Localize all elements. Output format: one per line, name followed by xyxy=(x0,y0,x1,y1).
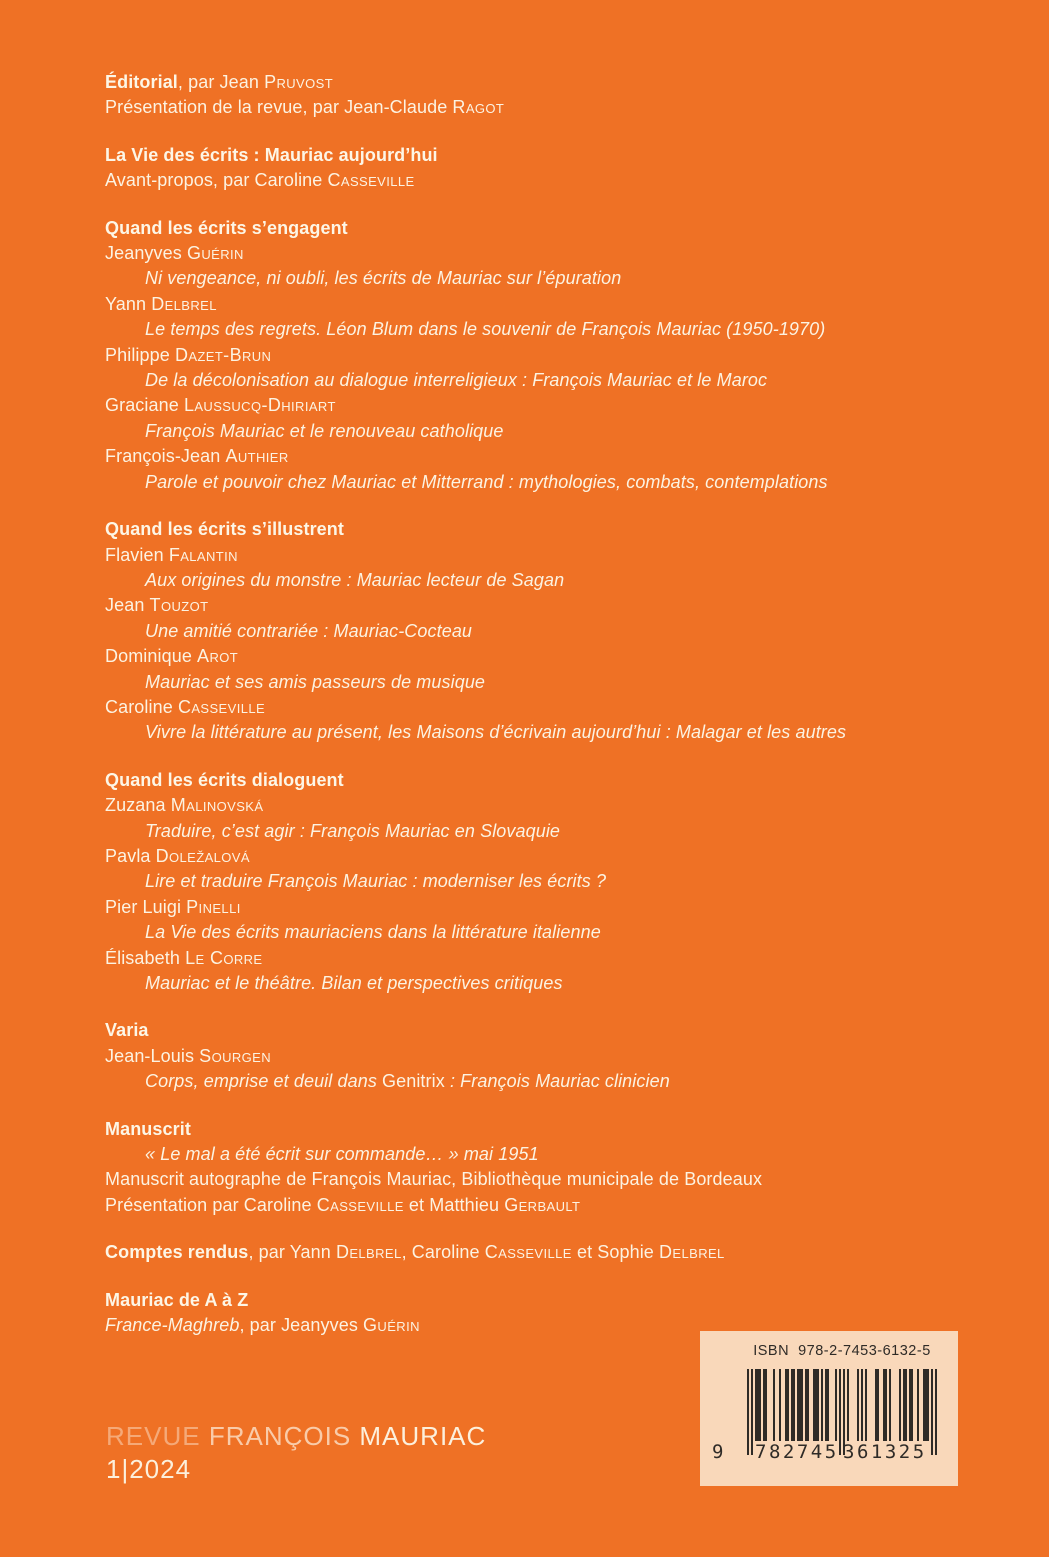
text-segment: Gerbault xyxy=(504,1194,581,1215)
text-segment: et Matthieu xyxy=(403,1194,505,1215)
toc-gap xyxy=(105,495,1019,517)
text-segment: Casseville xyxy=(177,696,266,717)
toc-author xyxy=(105,844,1019,869)
toc-author xyxy=(105,793,1019,818)
ean13-digit-lead: 9 xyxy=(712,1441,724,1463)
barcode-bar xyxy=(911,1369,913,1441)
text-segment: , par Yann xyxy=(248,1242,336,1263)
barcode-bar xyxy=(787,1369,789,1441)
toc-gap xyxy=(105,194,1019,216)
table-of-contents xyxy=(105,70,1019,1338)
journal-title-mauriac: MAURIAC xyxy=(359,1421,487,1451)
text-segment: Lire et traduire François Mauriac : moderniser les écrits ? xyxy=(145,871,607,892)
text-segment: Ragot xyxy=(452,97,505,118)
barcode-bar xyxy=(905,1369,907,1441)
text-segment: Une amitié contrariée : Mauriac-Cocteau xyxy=(145,620,473,641)
toc-title xyxy=(105,1142,1019,1167)
ean13-digit-group-left: 782745 xyxy=(755,1441,839,1463)
text-segment: Présentation par Caroline xyxy=(105,1194,317,1215)
toc-gap xyxy=(105,1218,1019,1240)
journal-title xyxy=(106,1420,486,1453)
toc-heading xyxy=(105,1288,1019,1313)
barcode-bar xyxy=(779,1369,781,1441)
toc-author xyxy=(105,241,1019,266)
toc-title xyxy=(105,971,1019,996)
text-segment: « Le mal a été écrit sur commande… » mai 1951 xyxy=(145,1144,539,1165)
barcode-bar xyxy=(899,1369,901,1441)
text-segment: Le Corre xyxy=(185,947,263,968)
text-segment: Le temps des regrets. Léon Blum dans le souvenir de François Mauriac (1950-1970) xyxy=(145,319,826,340)
toc-title xyxy=(105,619,1019,644)
text-segment: et Sophie xyxy=(571,1242,660,1263)
toc-author xyxy=(105,895,1019,920)
barcode-bar xyxy=(751,1369,753,1455)
text-segment: Mauriac et le théâtre. Bilan et perspectives critiques xyxy=(145,973,563,993)
toc-title xyxy=(105,419,1019,444)
text-segment: Manuscrit xyxy=(105,1118,191,1139)
toc-author xyxy=(105,593,1019,618)
text-segment: De la décolonisation au dialogue interreligieux : François Mauriac et le Maroc xyxy=(145,370,768,391)
toc-heading xyxy=(105,517,1019,542)
text-segment: Arot xyxy=(197,646,239,667)
text-segment: Genitrix xyxy=(382,1071,445,1092)
text-segment: Jean xyxy=(105,595,150,616)
text-segment: Zuzana xyxy=(105,795,171,816)
text-segment: Delbrel xyxy=(659,1242,725,1263)
text-segment: Authier xyxy=(225,446,289,467)
text-segment: Éditorial xyxy=(105,72,178,92)
text-segment: Pavla xyxy=(105,845,156,866)
text-segment: Flavien xyxy=(105,544,169,565)
text-segment: Malinovská xyxy=(170,795,264,816)
toc-author xyxy=(105,543,1019,568)
toc-author xyxy=(105,946,1019,971)
text-segment: Dominique xyxy=(105,646,198,667)
barcode-bar xyxy=(877,1369,879,1441)
barcode-bar xyxy=(861,1369,863,1441)
barcode-bar xyxy=(847,1369,849,1441)
text-segment: Delbrel xyxy=(335,1242,402,1263)
barcode-bar xyxy=(759,1369,761,1441)
barcode-bar xyxy=(931,1369,933,1455)
text-segment: Yann xyxy=(105,293,152,314)
text-segment: Guérin xyxy=(186,243,244,264)
barcode-bar xyxy=(835,1369,837,1441)
text-segment: Casseville xyxy=(484,1242,572,1263)
text-segment: : François Mauriac clinicien xyxy=(444,1071,670,1092)
barcode-bar xyxy=(765,1369,767,1441)
text-segment: François-Jean xyxy=(105,446,226,467)
text-segment: Pinelli xyxy=(186,896,241,917)
journal-title-revue: REVUE xyxy=(106,1421,201,1451)
barcode-bar xyxy=(927,1369,929,1441)
toc-heading xyxy=(105,1018,1019,1043)
footer xyxy=(106,1420,486,1486)
toc-title xyxy=(105,266,1019,291)
barcode-bar xyxy=(917,1369,919,1441)
toc-gap xyxy=(105,996,1019,1018)
text-segment: Jean-Louis xyxy=(105,1045,200,1066)
barcode-bar xyxy=(773,1369,775,1441)
text-segment: Dazet-Brun xyxy=(174,344,272,365)
barcode-bar xyxy=(839,1369,841,1455)
text-segment: Doležalová xyxy=(155,845,250,866)
toc-author xyxy=(105,644,1019,669)
barcode-bar xyxy=(885,1369,887,1441)
toc-entry xyxy=(105,168,1019,193)
text-segment: Casseville xyxy=(327,170,415,191)
text-segment: François Mauriac et le renouveau catholique xyxy=(145,420,504,441)
isbn-label: ISBN 978-2-7453-6132-5 xyxy=(753,1343,931,1359)
isbn-panel xyxy=(700,1331,958,1486)
text-segment: Casseville xyxy=(316,1194,404,1215)
toc-entry xyxy=(105,1240,1019,1265)
toc-heading xyxy=(105,768,1019,793)
text-segment: Delbrel xyxy=(151,293,217,314)
toc-author xyxy=(105,292,1019,317)
text-segment: Parole et pouvoir chez Mauriac et Mitterrand : mythologies, combats, contemplations xyxy=(145,471,828,492)
text-segment: Ni vengeance, ni oubli, les écrits de Mauriac sur l’épuration xyxy=(145,268,622,289)
barcode-bar xyxy=(793,1369,795,1441)
toc-author xyxy=(105,1044,1019,1069)
toc-author xyxy=(105,343,1019,368)
text-segment: Comptes rendus xyxy=(105,1242,249,1263)
toc-title xyxy=(105,670,1019,695)
toc-heading xyxy=(105,1117,1019,1142)
text-segment: Guérin xyxy=(363,1315,420,1336)
text-segment: , par Jean xyxy=(177,72,265,92)
toc-author xyxy=(105,393,1019,418)
text-segment: La Vie des écrits : Mauriac aujourd’hui xyxy=(105,144,438,165)
toc-title xyxy=(105,368,1019,393)
toc-title xyxy=(105,1069,1019,1094)
text-segment: Vivre la littérature au présent, les Maisons d’écrivain aujourd’hui : Malagar et les autres xyxy=(145,722,847,743)
toc-entry xyxy=(105,1193,1019,1218)
barcode-bar xyxy=(865,1369,867,1441)
barcode-bar xyxy=(801,1369,803,1441)
text-segment: La Vie des écrits mauriaciens dans la littérature italienne xyxy=(145,922,601,943)
text-segment: , par Jeanyves xyxy=(239,1315,364,1336)
barcode-bar xyxy=(747,1369,749,1455)
text-segment: Varia xyxy=(105,1020,149,1041)
issue-number: 1|2024 xyxy=(106,1454,192,1484)
text-segment: Graciane xyxy=(105,395,184,416)
text-segment: , Caroline xyxy=(401,1242,485,1263)
journal-title-francois: FRANÇOIS xyxy=(208,1421,352,1451)
text-segment: Philippe xyxy=(105,344,175,365)
barcode-bar xyxy=(807,1369,809,1441)
text-segment: Aux origines du monstre : Mauriac lecteur de Sagan xyxy=(145,569,565,590)
ean13-digit-group-right: 361325 xyxy=(843,1441,927,1463)
barcode-bar xyxy=(857,1369,859,1441)
text-segment: Jeanyves xyxy=(105,243,187,264)
toc-entry xyxy=(105,1167,1019,1192)
text-segment: Avant-propos, par Caroline xyxy=(105,170,328,191)
text-segment: Mauriac de A à Z xyxy=(105,1289,249,1310)
text-segment: Mauriac et ses amis passeurs de musique xyxy=(145,671,486,692)
text-segment: Quand les écrits s’engagent xyxy=(105,217,348,238)
text-segment: Touzot xyxy=(149,595,209,616)
toc-heading xyxy=(105,216,1019,241)
toc-heading xyxy=(105,143,1019,168)
text-segment: Élisabeth xyxy=(105,947,186,968)
toc-title xyxy=(105,869,1019,894)
barcode-bar xyxy=(889,1369,891,1441)
toc-title xyxy=(105,819,1019,844)
text-segment: Caroline xyxy=(105,696,178,717)
toc-gap xyxy=(105,746,1019,768)
barcode-bar xyxy=(821,1369,823,1441)
text-segment: France-Maghreb xyxy=(105,1315,240,1336)
toc-title xyxy=(105,470,1019,495)
toc-title xyxy=(105,568,1019,593)
toc-gap xyxy=(105,1095,1019,1117)
toc-title xyxy=(105,720,1019,745)
barcode-bar xyxy=(827,1369,829,1441)
text-segment: Quand les écrits s’illustrent xyxy=(105,519,344,540)
barcode-bar xyxy=(935,1369,937,1455)
toc-author xyxy=(105,695,1019,720)
toc-entry xyxy=(105,95,1019,120)
text-segment: Pier Luigi xyxy=(105,896,187,917)
toc-title xyxy=(105,317,1019,342)
barcode-bar xyxy=(817,1369,819,1441)
toc-entry xyxy=(105,70,1019,95)
text-segment: Falantin xyxy=(168,544,238,565)
text-segment: Quand les écrits dialoguent xyxy=(105,769,344,790)
toc-gap xyxy=(105,1266,1019,1288)
toc-author xyxy=(105,444,1019,469)
text-segment: Manuscrit autographe de François Mauriac, Bibliothèque municipale de Bordeaux xyxy=(105,1169,763,1190)
toc-title xyxy=(105,920,1019,945)
text-segment: Corps, emprise et deuil dans xyxy=(145,1071,383,1092)
text-segment: Laussucq-Dhiriart xyxy=(183,395,336,416)
text-segment: Traduire, c’est agir : François Mauriac en Slovaquie xyxy=(145,820,561,841)
text-segment: Présentation de la revue, par Jean-Claude xyxy=(105,97,453,118)
text-segment: Pruvost xyxy=(264,72,334,92)
text-segment: Sourgen xyxy=(199,1045,272,1066)
toc-gap xyxy=(105,121,1019,143)
